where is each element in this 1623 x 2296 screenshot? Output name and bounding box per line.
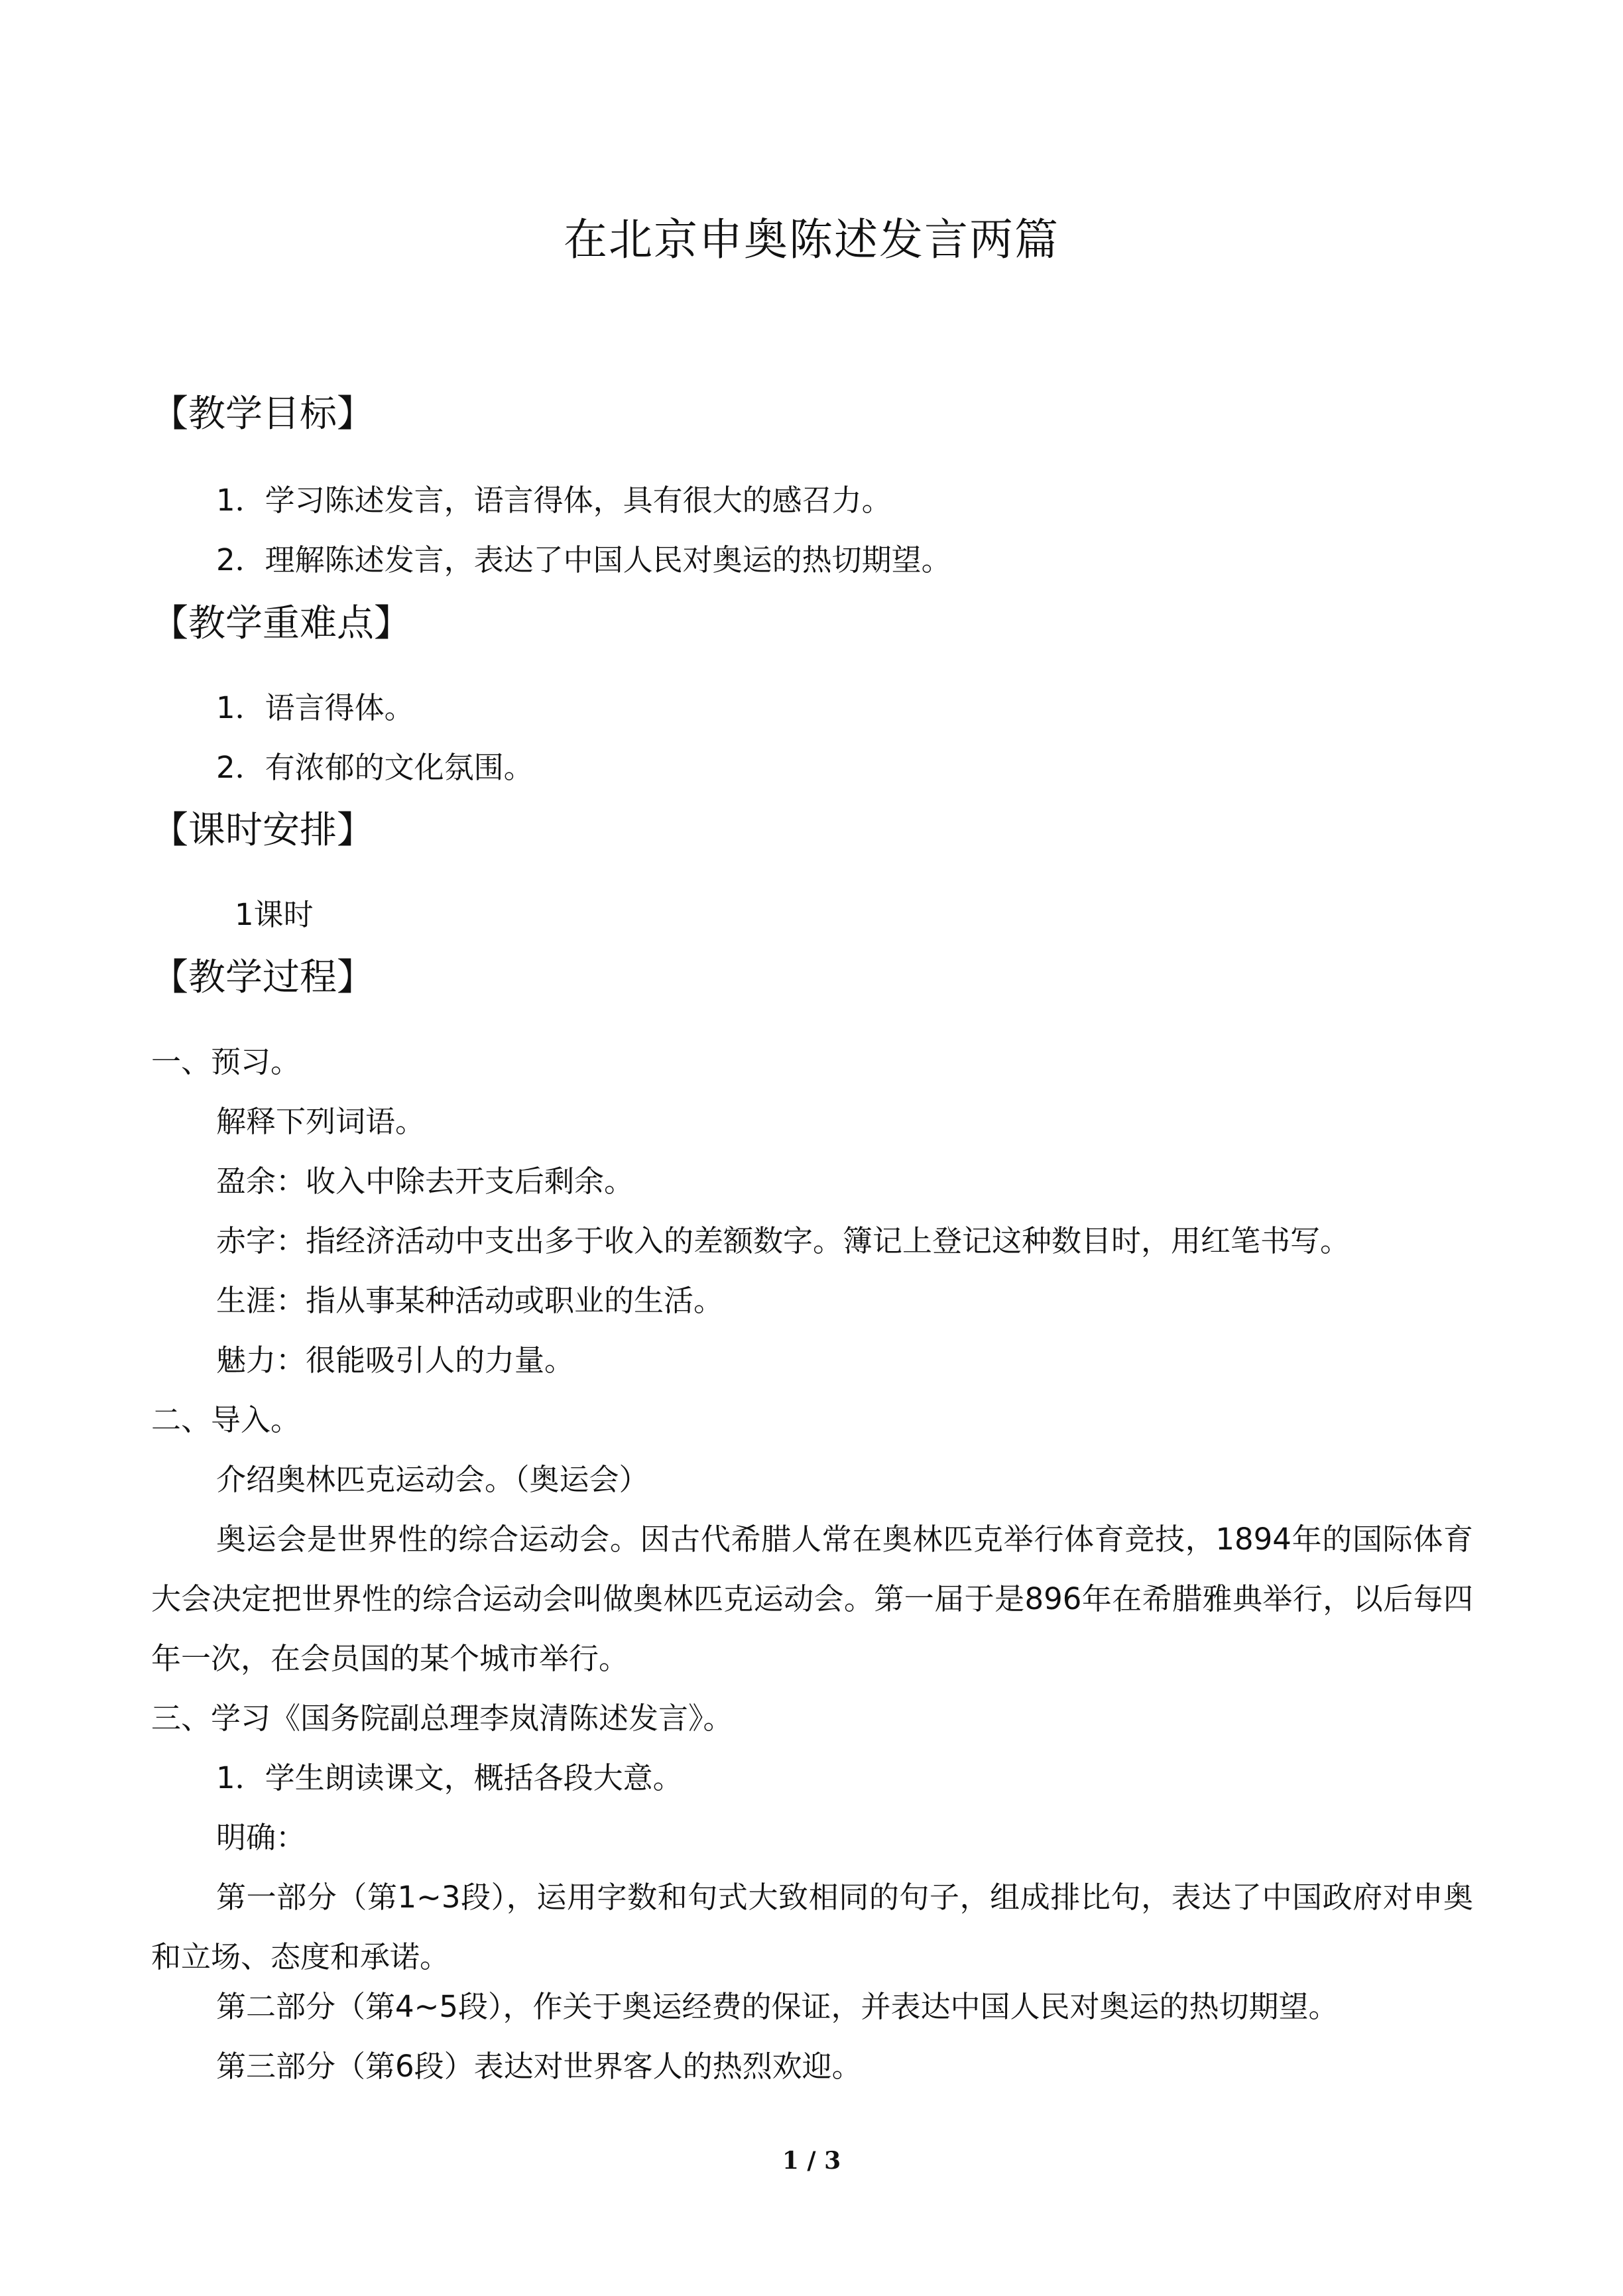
- page-number: 1 / 3: [782, 2147, 841, 2175]
- olympics-paragraph: 奥运会是世界性的综合运动会。因古代希腊人常在奥林匹克举行体育竞技，1894年的国际体育大会决定把世界性的综合运动会叫做奥林匹克运动会。第一届于是896年在希腊雅典举行，以后每四年一次，在会员国的某个城市举行。: [151, 1522, 1473, 1676]
- term-definition: 生涯：指从事某种活动或职业的生活。: [216, 1283, 724, 1318]
- key-point-item: 1．语言得体。: [216, 690, 414, 725]
- term-definition: 赤字：指经济活动中支出多于收入的差额数字。簿记上登记这种数目时，用红笔书写。: [216, 1223, 1351, 1258]
- schedule-text: 1课时: [235, 897, 314, 932]
- intro-label: 二、导入。: [151, 1402, 301, 1437]
- study-step: 1．学生朗读课文，概括各段大意。: [216, 1760, 683, 1795]
- key-point-item: 2．有浓郁的文化氛围。: [216, 750, 534, 785]
- study-label: 三、学习《国务院副总理李岚清陈述发言》。: [151, 1701, 733, 1736]
- intro-line: 介绍奥林匹克运动会。（奥运会）: [216, 1462, 649, 1497]
- objective-item: 2．理解陈述发言，表达了中国人民对奥运的热切期望。: [216, 542, 951, 577]
- clarify-label: 明确：: [216, 1820, 306, 1855]
- part-one-paragraph: 第一部分（第1~3段），运用字数和句式大致相同的句子，组成排比句，表达了中国政府对申奥和立场、态度和承诺。: [151, 1880, 1473, 1974]
- document-title: 在北京申奥陈述发言两篇: [564, 214, 1059, 265]
- heading-key-points: 【教学重难点】: [151, 602, 411, 645]
- heading-schedule: 【课时安排】: [151, 809, 374, 852]
- heading-process: 【教学过程】: [151, 956, 374, 999]
- preview-label: 一、预习。: [151, 1044, 301, 1079]
- heading-objectives: 【教学目标】: [151, 393, 374, 436]
- term-definition: 魅力：很能吸引人的力量。: [216, 1343, 575, 1378]
- part-three-line: 第三部分（第6段）表达对世界客人的热烈欢迎。: [216, 2049, 862, 2084]
- preview-intro: 解释下列词语。: [216, 1104, 426, 1139]
- term-definition: 盈余：收入中除去开支后剩余。: [216, 1164, 634, 1199]
- part-two-line: 第二部分（第4~5段），作关于奥运经费的保证，并表达中国人民对奥运的热切期望。: [216, 1989, 1339, 2024]
- objective-item: 1．学习陈述发言，语言得体，具有很大的感召力。: [216, 483, 892, 518]
